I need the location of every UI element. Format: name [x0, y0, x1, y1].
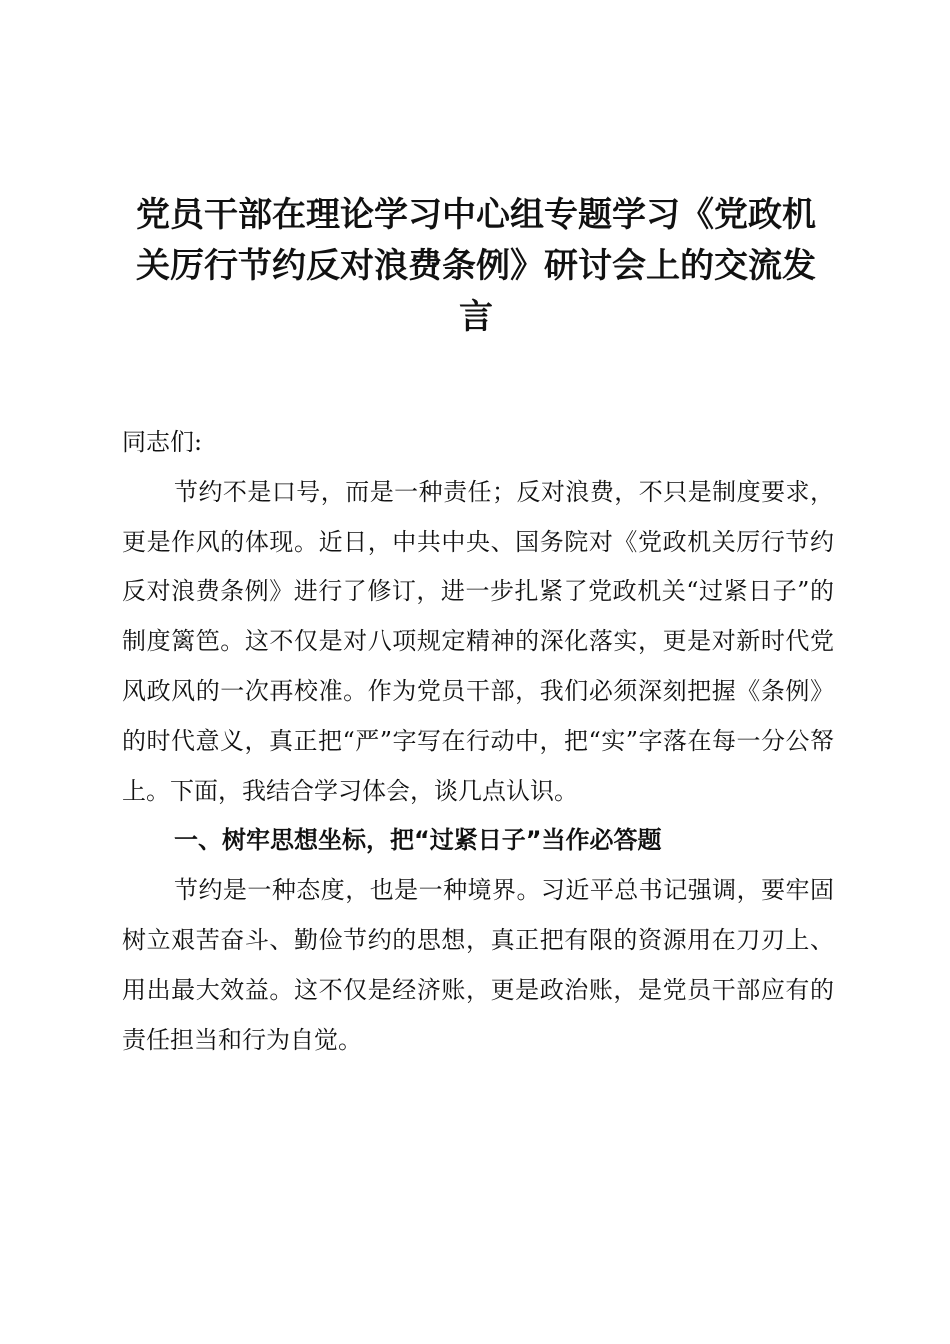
document-title: 党员干部在理论学习中心组专题学习《党政机关厉行节约反对浪费条例》研讨会上的交流发言 — [136, 195, 816, 337]
section-paragraph-1: 节约是一种态度，也是一种境界。习近平总书记强调，要牢固树立艰苦奋斗、勤俭节约的思想，真正把有限的资源用在刀刃上、用出最大效益。这不仅是经济账，更是政治账，是党员干部应有的责任担当和行为自觉。 — [122, 876, 834, 1054]
salutation: 同志们: — [122, 428, 203, 456]
document-body — [122, 418, 834, 1065]
intro-paragraph: 节约不是口号，而是一种责任；反对浪费，不只是制度要求，更是作风的体现。近日，中共中央、国务院对《党政机关厉行节约反对浪费条例》进行了修订，进一步扎紧了党政机关“过紧日子”的制度篱笆。这不仅是对八项规定精神的深化落实，更是对新时代党风政风的一次再校准。作为党员干部，我们必须深刻把握《条例》的时代意义，真正把“严”字写在行动中，把“实”字落在每一分公帑上。下面，我结合学习体会，谈几点认识。 — [122, 477, 834, 805]
section-heading-1: 一、树牢思想坐标，把“过紧日子”当作必答题 — [174, 826, 662, 855]
